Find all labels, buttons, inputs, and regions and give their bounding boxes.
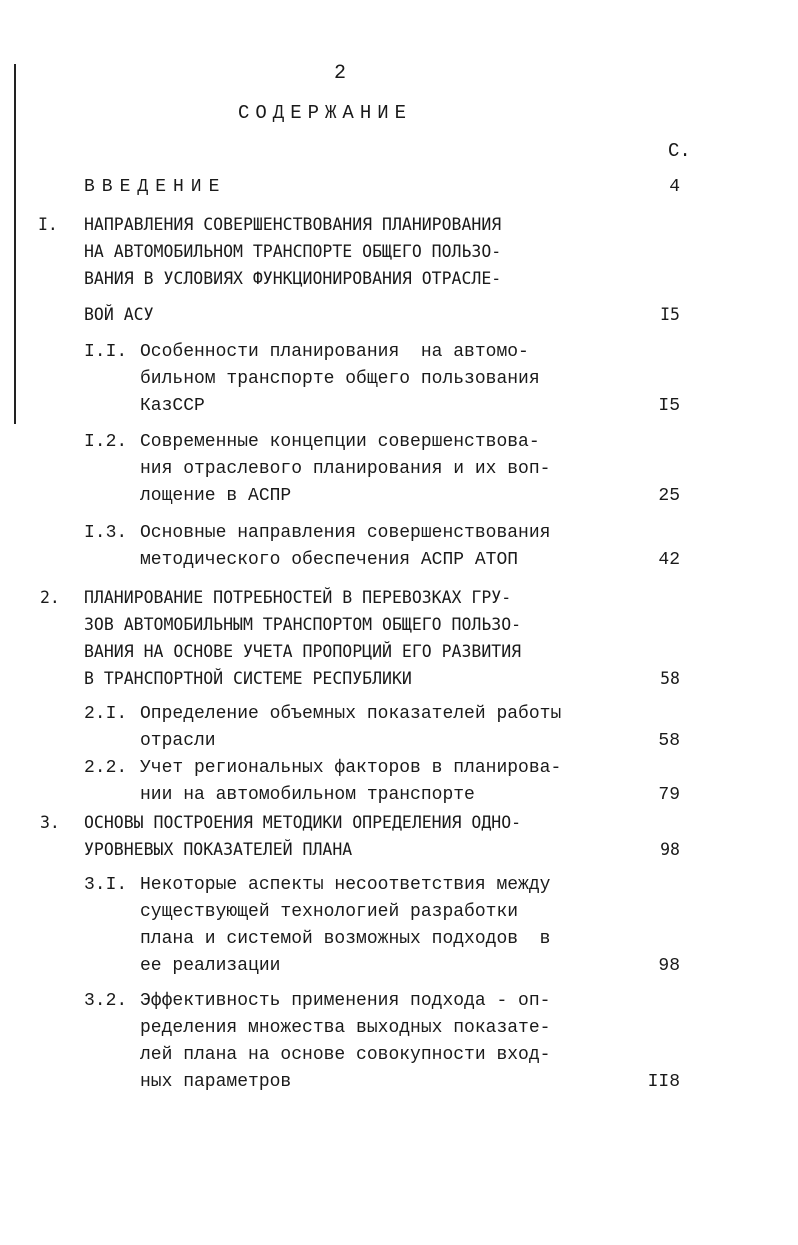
toc-entry-line: В ТРАНСПОРТНОЙ СИСТЕМЕ РЕСПУБЛИКИ: [84, 669, 412, 688]
toc-entry-page: 58: [658, 731, 680, 751]
toc-entry-line: ПЛАНИРОВАНИЕ ПОТРЕБНОСТЕЙ В ПЕРЕВОЗКАХ ГРУ-: [84, 588, 512, 607]
toc-entry-line: отрасли: [140, 731, 216, 751]
toc-entry-page: II8: [647, 1072, 680, 1092]
toc-entry-line: Основные направления совершенствования: [140, 523, 551, 543]
toc-entry-page: 25: [658, 486, 680, 506]
toc-entry-line: ее реализации: [140, 956, 281, 976]
toc-entry-line: НА АВТОМОБИЛЬНОМ ТРАНСПОРТЕ ОБЩЕГО ПОЛЬЗО-: [84, 242, 502, 261]
toc-entry-line: ЗОВ АВТОМОБИЛЬНЫМ ТРАНСПОРТОМ ОБЩЕГО ПОЛЬЗО-: [84, 615, 522, 634]
toc-entry-line: ВАНИЯ НА ОСНОВЕ УЧЕТА ПРОПОРЦИЙ ЕГО РАЗВИТИЯ: [84, 642, 522, 661]
toc-entry-line: нии на автомобильном транспорте: [140, 785, 475, 805]
toc-entry-line: УРОВНЕВЫХ ПОКАЗАТЕЛЕЙ ПЛАНА: [84, 840, 353, 859]
toc-entry-page: 58: [660, 669, 680, 688]
toc-entry-line: бильном транспорте общего пользования: [140, 369, 540, 389]
toc-entry-number: 3.: [40, 813, 60, 832]
toc-entry-line: ВОЙ АСУ: [84, 305, 154, 324]
toc-entry-line: ределения множества выходных показате-: [140, 1018, 551, 1038]
toc-entry-line: методического обеспечения АСПР АТОП: [140, 550, 519, 570]
toc-entry-line: лей плана на основе совокупности вход-: [140, 1045, 551, 1065]
toc-entry-line: Учет региональных факторов в планирова-: [140, 758, 562, 778]
toc-entry-number: 3.2.: [84, 991, 128, 1011]
toc-entry-line: Современные концепции совершенствова-: [140, 432, 540, 452]
toc-entry-page: 98: [660, 840, 680, 859]
page-column-label: С.: [668, 140, 691, 162]
toc-entry-line: Некоторые аспекты несоответствия между: [140, 875, 551, 895]
toc-entry-number: 2.I.: [84, 704, 128, 724]
toc-entry-page: 98: [658, 956, 680, 976]
page-number: 2: [334, 62, 347, 85]
toc-entry-line: ВАНИЯ В УСЛОВИЯХ ФУНКЦИОНИРОВАНИЯ ОТРАСЛЕ-: [84, 269, 502, 288]
toc-entry-number: I.2.: [84, 432, 128, 452]
toc-entry-line: лощение в АСПР: [140, 486, 292, 506]
toc-entry-number: 3.I.: [84, 875, 128, 895]
toc-entry-number: I.: [38, 215, 58, 234]
toc-entry-page: 42: [658, 550, 680, 570]
toc-entry-number: 2.2.: [84, 758, 128, 778]
toc-entry-number: I.I.: [84, 342, 128, 362]
toc-entry-line: Эффективность применения подхода - оп-: [140, 991, 551, 1011]
toc-entry-line: ных параметров: [140, 1072, 292, 1092]
toc-entry-line: Особенности планирования на автомо-: [140, 342, 529, 362]
toc-entry-title: ВВЕДЕНИЕ: [84, 177, 227, 197]
toc-entry-line: НАПРАВЛЕНИЯ СОВЕРШЕНСТВОВАНИЯ ПЛАНИРОВАНИЯ: [84, 215, 502, 234]
page-title: СОДЕРЖАНИЕ: [238, 102, 413, 124]
toc-entry-line: Определение объемных показателей работы: [140, 704, 562, 724]
toc-entry-page: 4: [669, 177, 680, 197]
toc-entry-page: I5: [658, 396, 680, 416]
toc-entry-line: ния отраслевого планирования и их воп-: [140, 459, 551, 479]
toc-entry-line: существующей технологией разработки: [140, 902, 519, 922]
toc-entry-line: КазССР: [140, 396, 205, 416]
toc-entry-page: I5: [660, 305, 680, 324]
margin-rule: [14, 64, 16, 424]
toc-entry-number: 2.: [40, 588, 60, 607]
toc-entry-line: плана и системой возможных подходов в: [140, 929, 551, 949]
toc-entry-number: I.3.: [84, 523, 128, 543]
toc-entry-line: ОСНОВЫ ПОСТРОЕНИЯ МЕТОДИКИ ОПРЕДЕЛЕНИЯ ОДНО-: [84, 813, 522, 832]
toc-entry-page: 79: [658, 785, 680, 805]
